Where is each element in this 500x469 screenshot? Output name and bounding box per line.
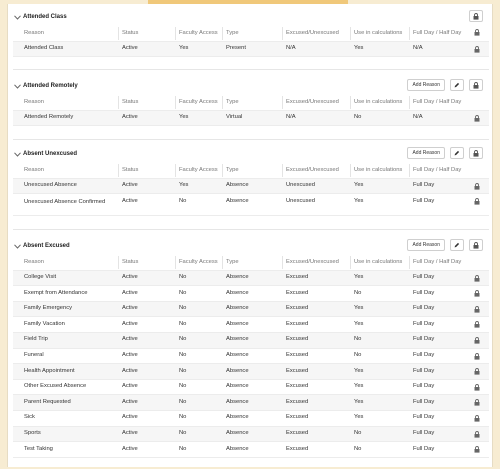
faculty-access-cell: No: [179, 430, 187, 437]
type-cell: Absence: [226, 383, 249, 390]
full-half-day-cell: N/A: [413, 114, 423, 121]
excused-cell: Excused: [286, 430, 309, 437]
section-header: [13, 239, 489, 255]
lock-section-button[interactable]: [469, 79, 483, 91]
lock-icon: [473, 82, 479, 89]
use-in-calculations-cell: Yes: [354, 398, 364, 405]
status-cell: Active: [122, 430, 138, 437]
status-cell: Active: [122, 114, 138, 121]
section-divider: [13, 139, 489, 140]
faculty-access-cell: Yes: [179, 45, 189, 52]
reason-cell: Funeral: [24, 352, 44, 359]
status-cell: Active: [122, 336, 138, 343]
excused-cell: Excused: [286, 414, 309, 421]
use-in-calculations-cell: Yes: [354, 197, 364, 204]
col-use-in-calculations: Use in calculations: [354, 98, 403, 105]
excused-cell: N/A: [286, 114, 296, 121]
type-cell: Absence: [226, 182, 249, 189]
use-in-calculations-cell: Yes: [354, 182, 364, 189]
type-cell: Absence: [226, 367, 249, 374]
table-row[interactable]: [13, 427, 489, 443]
table-row[interactable]: [13, 302, 489, 318]
col-excused: Excused/Unexcused: [286, 29, 339, 36]
faculty-access-cell: No: [179, 383, 187, 390]
use-in-calculations-cell: Yes: [354, 274, 364, 281]
lock-icon: [474, 415, 482, 423]
edit-section-button[interactable]: [450, 147, 464, 159]
use-in-calculations-cell: Yes: [354, 367, 364, 374]
faculty-access-cell: No: [179, 305, 187, 312]
col-reason: Reason: [24, 29, 44, 36]
reason-cell: Exempt from Attendance: [24, 289, 88, 296]
col-use-in-calculations: Use in calculations: [354, 166, 403, 173]
faculty-access-cell: Yes: [179, 114, 189, 121]
excused-cell: Unexcused: [286, 182, 316, 189]
section-divider: [13, 229, 489, 230]
lock-icon: [473, 13, 479, 20]
full-half-day-cell: Full Day: [413, 182, 435, 189]
table-row[interactable]: [13, 194, 489, 216]
chevron-down-icon[interactable]: [13, 82, 21, 90]
chevron-down-icon[interactable]: [13, 150, 21, 158]
section-actions: [469, 10, 483, 22]
type-cell: Absence: [226, 289, 249, 296]
col-faculty-access: Faculty Access: [179, 166, 218, 173]
reason-cell: Health Appointment: [24, 367, 75, 374]
section-title: Absent Excused: [23, 243, 70, 249]
section-divider: [13, 69, 489, 70]
col-full-half-day: Full Day / Half Day: [413, 29, 462, 36]
lock-icon: [474, 431, 482, 439]
lock-icon: [474, 115, 482, 123]
type-cell: Virtual: [226, 114, 243, 121]
faculty-access-cell: No: [179, 414, 187, 421]
table-header: [13, 163, 489, 179]
col-full-half-day: Full Day / Half Day: [413, 98, 462, 105]
col-reason: Reason: [24, 258, 44, 265]
col-status: Status: [122, 166, 139, 173]
use-in-calculations-cell: No: [354, 336, 362, 343]
col-excused: Excused/Unexcused: [286, 166, 339, 173]
table-row[interactable]: [13, 271, 489, 287]
section-header: [13, 79, 489, 95]
reason-cell: Sick: [24, 414, 35, 421]
status-cell: Active: [122, 352, 138, 359]
lock-icon: [474, 368, 482, 376]
reason-cell: Test Taking: [24, 445, 53, 452]
full-half-day-cell: Full Day: [413, 430, 435, 437]
lock-icon: [474, 183, 482, 191]
use-in-calculations-cell: Yes: [354, 414, 364, 421]
type-cell: Absence: [226, 197, 249, 204]
reason-cell: College Visit: [24, 274, 57, 281]
full-half-day-cell: Full Day: [413, 367, 435, 374]
chevron-down-icon[interactable]: [13, 13, 21, 21]
status-cell: Active: [122, 383, 138, 390]
faculty-access-cell: Yes: [179, 182, 189, 189]
use-in-calculations-cell: Yes: [354, 305, 364, 312]
col-excused: Excused/Unexcused: [286, 258, 339, 265]
status-cell: Active: [122, 197, 138, 204]
full-half-day-cell: Full Day: [413, 305, 435, 312]
table-row[interactable]: [13, 380, 489, 396]
col-faculty-access: Faculty Access: [179, 98, 218, 105]
section-title: Absent Unexcused: [23, 151, 78, 157]
full-half-day-cell: Full Day: [413, 383, 435, 390]
reason-cell: Sports: [24, 430, 41, 437]
status-cell: Active: [122, 182, 138, 189]
section-actions: [407, 79, 483, 91]
section-attended-remotely: [13, 79, 489, 126]
reason-cell: Other Excused Absence: [24, 383, 87, 390]
use-in-calculations-cell: Yes: [354, 320, 364, 327]
type-cell: Absence: [226, 445, 249, 452]
status-cell: Active: [122, 45, 138, 52]
pencil-icon: [454, 150, 460, 156]
reason-cell: Attended Remotely: [24, 114, 74, 121]
reason-cell: Unexcused Absence Confirmed: [24, 198, 106, 205]
use-in-calculations-cell: Yes: [354, 45, 364, 52]
lock-icon: [474, 46, 482, 54]
type-cell: Present: [226, 45, 246, 52]
lock-icon: [474, 446, 482, 454]
use-in-calculations-cell: No: [354, 114, 362, 121]
use-in-calculations-cell: No: [354, 352, 362, 359]
section-actions: [407, 147, 483, 159]
faculty-access-cell: No: [179, 445, 187, 452]
lock-icon: [474, 321, 482, 329]
faculty-access-cell: No: [179, 289, 187, 296]
table-row[interactable]: [13, 442, 489, 458]
status-cell: Active: [122, 367, 138, 374]
edit-section-button[interactable]: [450, 239, 464, 251]
full-half-day-cell: Full Day: [413, 398, 435, 405]
lock-icon: [474, 306, 482, 314]
col-status: Status: [122, 258, 139, 265]
full-half-day-cell: Full Day: [413, 445, 435, 452]
status-cell: Active: [122, 305, 138, 312]
full-half-day-cell: Full Day: [413, 414, 435, 421]
lock-section-button[interactable]: [469, 10, 483, 22]
section-attended-class: [13, 10, 489, 57]
col-faculty-access: Faculty Access: [179, 258, 218, 265]
status-cell: Active: [122, 414, 138, 421]
section-title: Attended Remotely: [23, 83, 78, 89]
lock-section-button[interactable]: [469, 147, 483, 159]
col-full-half-day: Full Day / Half Day: [413, 166, 462, 173]
status-cell: Active: [122, 398, 138, 405]
status-cell: Active: [122, 289, 138, 296]
excused-cell: Excused: [286, 336, 309, 343]
col-type: Type: [226, 166, 239, 173]
excused-cell: Excused: [286, 367, 309, 374]
excused-cell: Unexcused: [286, 197, 316, 204]
excused-cell: N/A: [286, 45, 296, 52]
table-row[interactable]: [13, 317, 489, 333]
col-full-half-day: Full Day / Half Day: [413, 258, 462, 265]
lock-icon: [474, 198, 482, 206]
section-absent-excused: [13, 239, 489, 458]
lock-icon: [474, 353, 482, 361]
lock-icon: [473, 242, 479, 249]
faculty-access-cell: No: [179, 352, 187, 359]
use-in-calculations-cell: No: [354, 445, 362, 452]
section-header: [13, 147, 489, 163]
add-reason-button[interactable]: Add Reason: [407, 239, 445, 251]
lock-icon: [474, 290, 482, 298]
table-row[interactable]: [13, 286, 489, 302]
col-status: Status: [122, 98, 139, 105]
full-half-day-cell: Full Day: [413, 320, 435, 327]
excused-cell: Excused: [286, 274, 309, 281]
col-excused: Excused/Unexcused: [286, 98, 339, 105]
excused-cell: Excused: [286, 320, 309, 327]
col-reason: Reason: [24, 166, 44, 173]
lock-section-button[interactable]: [469, 239, 483, 251]
col-status: Status: [122, 29, 139, 36]
pencil-icon: [454, 82, 460, 88]
reason-cell: Unexcused Absence: [24, 182, 77, 189]
table-row[interactable]: [13, 333, 489, 349]
status-cell: Active: [122, 320, 138, 327]
lock-icon: [474, 337, 482, 345]
pencil-icon: [454, 242, 460, 248]
attendance-reasons-panel: [7, 4, 493, 467]
type-cell: Absence: [226, 305, 249, 312]
edit-section-button[interactable]: [450, 79, 464, 91]
col-type: Type: [226, 98, 239, 105]
faculty-access-cell: No: [179, 320, 187, 327]
section-title: Attended Class: [23, 14, 67, 20]
col-use-in-calculations: Use in calculations: [354, 258, 403, 265]
excused-cell: Excused: [286, 305, 309, 312]
faculty-access-cell: No: [179, 398, 187, 405]
type-cell: Absence: [226, 336, 249, 343]
full-half-day-cell: N/A: [413, 45, 423, 52]
full-half-day-cell: Full Day: [413, 197, 435, 204]
section-actions: [407, 239, 483, 251]
table-row[interactable]: [13, 411, 489, 427]
reason-cell: Family Emergency: [24, 305, 72, 312]
type-cell: Absence: [226, 430, 249, 437]
use-in-calculations-cell: Yes: [354, 383, 364, 390]
chevron-down-icon[interactable]: [13, 242, 21, 250]
lock-icon: [474, 399, 482, 407]
excused-cell: Excused: [286, 445, 309, 452]
faculty-access-cell: No: [179, 336, 187, 343]
table-header: [13, 95, 489, 111]
lock-icon: [474, 384, 482, 392]
add-reason-button[interactable]: Add Reason: [407, 147, 445, 159]
excused-cell: Excused: [286, 352, 309, 359]
col-use-in-calculations: Use in calculations: [354, 29, 403, 36]
lock-icon: [474, 29, 482, 37]
reason-cell: Family Vacation: [24, 320, 65, 327]
full-half-day-cell: Full Day: [413, 274, 435, 281]
use-in-calculations-cell: No: [354, 289, 362, 296]
excused-cell: Excused: [286, 383, 309, 390]
reason-cell: Field Trip: [24, 336, 48, 343]
type-cell: Absence: [226, 398, 249, 405]
lock-icon: [474, 275, 482, 283]
excused-cell: Excused: [286, 289, 309, 296]
col-faculty-access: Faculty Access: [179, 29, 218, 36]
table-row[interactable]: [13, 179, 489, 195]
table-row[interactable]: [13, 42, 489, 58]
excused-rows: [13, 271, 489, 458]
faculty-access-cell: No: [179, 367, 187, 374]
reason-cell: Attended Class: [24, 45, 64, 52]
col-type: Type: [226, 258, 239, 265]
table-row[interactable]: [13, 395, 489, 411]
full-half-day-cell: Full Day: [413, 336, 435, 343]
table-row[interactable]: [13, 349, 489, 365]
lock-icon: [473, 150, 479, 157]
table-row[interactable]: [13, 364, 489, 380]
reason-cell: Parent Requested: [24, 398, 71, 405]
table-header: [13, 26, 489, 42]
type-cell: Absence: [226, 274, 249, 281]
type-cell: Absence: [226, 320, 249, 327]
full-half-day-cell: Full Day: [413, 352, 435, 359]
type-cell: Absence: [226, 352, 249, 359]
add-reason-button[interactable]: Add Reason: [407, 79, 445, 91]
use-in-calculations-cell: No: [354, 430, 362, 437]
table-header: [13, 255, 489, 271]
col-type: Type: [226, 29, 239, 36]
full-half-day-cell: Full Day: [413, 289, 435, 296]
status-cell: Active: [122, 274, 138, 281]
type-cell: Absence: [226, 414, 249, 421]
section-absent-unexcused: [13, 147, 489, 216]
status-cell: Active: [122, 445, 138, 452]
col-reason: Reason: [24, 98, 44, 105]
section-header: [13, 10, 489, 26]
excused-cell: Excused: [286, 398, 309, 405]
faculty-access-cell: No: [179, 274, 187, 281]
faculty-access-cell: No: [179, 197, 187, 204]
table-row[interactable]: [13, 111, 489, 127]
